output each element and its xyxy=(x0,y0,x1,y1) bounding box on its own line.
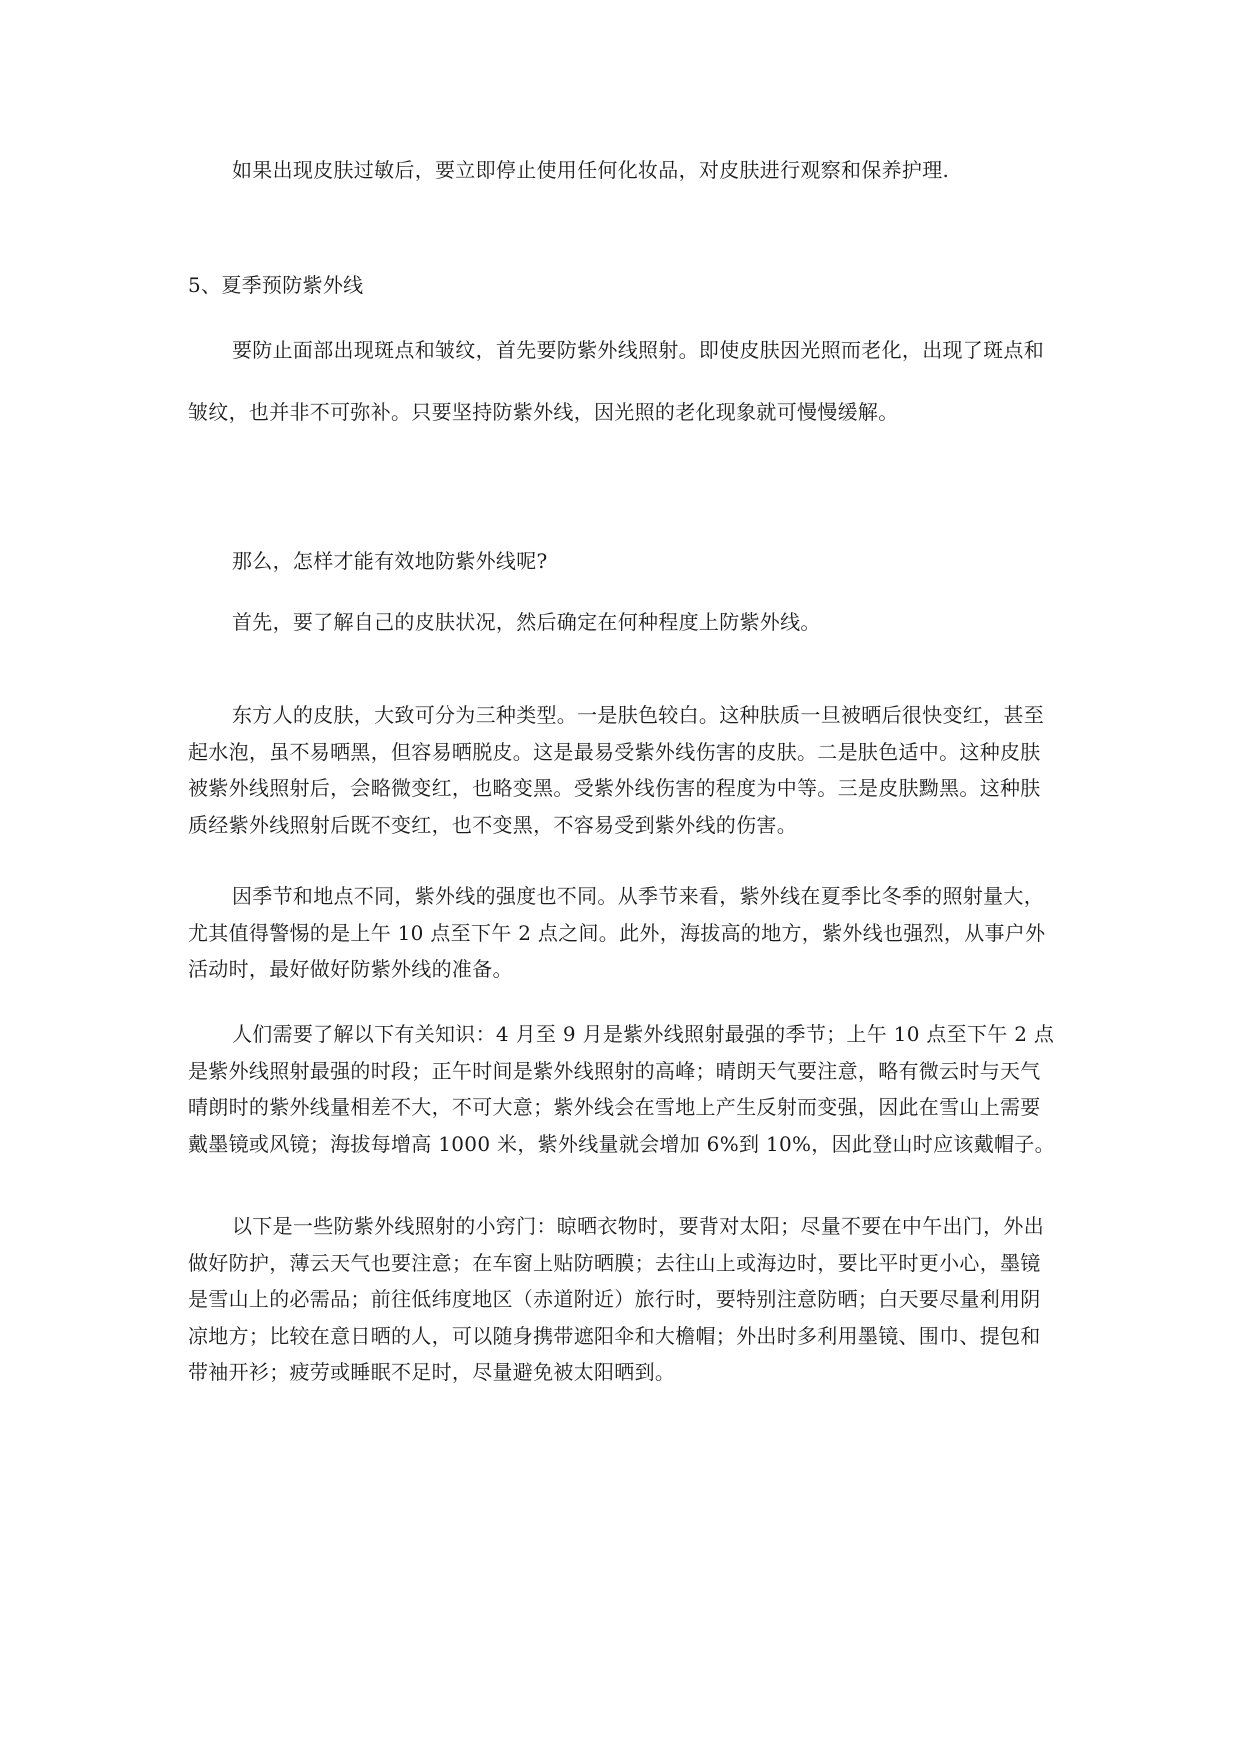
section-heading: 5、夏季预防紫外线 xyxy=(188,273,364,297)
paragraph-knowledge: 人们需要了解以下有关知识：4 月至 9 月是紫外线照射最强的季节；上午 10 点至下午 2 点是紫外线照射最强的时段；正午时间是紫外线照射的高峰；晴朗天气要注意，略有微云时与天气晴朗时的紫外线量相差不大，不可大意；紫外线会在雪地上产生反射而变强，因此在雪山上需要戴墨镜或风镜；海拔每增高 1000 米，紫外线量就会增加 6%到 10%，因此登山时应该戴帽子。 xyxy=(188,1022,1055,1156)
paragraph-intro: 要防止面部出现斑点和皱纹，首先要防紫外线照射。即使皮肤因光照而老化，出现了斑点和皱纹，也并非不可弥补。只要坚持防紫外线，因光照的老化现象就可慢慢缓解。 xyxy=(188,338,1044,424)
paragraph-skin-types: 东方人的皮肤，大致可分为三种类型。一是肤色较白。这种肤质一旦被晒后很快变红，甚至起水泡，虽不易晒黑，但容易晒脱皮。这是最易受紫外线伤害的皮肤。二是肤色适中。这种皮肤被紫外线照射后，会略微变红，也略变黑。受紫外线伤害的程度为中等。三是皮肤黝黑。这种肤质经紫外线照射后既不变红，也不变黑，不容易受到紫外线的伤害。 xyxy=(188,703,1044,837)
paragraph-question: 那么，怎样才能有效地防紫外线呢? xyxy=(232,549,548,573)
paragraph-tips: 以下是一些防紫外线照射的小窍门：晾晒衣物时，要背对太阳；尽量不要在中午出门，外出做好防护，薄云天气也要注意；在车窗上贴防晒膜；去往山上或海边时，要比平时更小心，墨镜是雪山上的必需品；前往低纬度地区（赤道附近）旅行时，要特别注意防晒；白天要尽量利用阴凉地方；比较在意日晒的人，可以随身携带遮阳伞和大檐帽；外出时多利用墨镜、围巾、提包和带袖开衫；疲劳或睡眠不足时，尽量避免被太阳晒到。 xyxy=(188,1214,1044,1384)
paragraph-allergy: 如果出现皮肤过敏后，要立即停止使用任何化妆品，对皮肤进行观察和保养护理. xyxy=(232,158,950,182)
paragraph-first-step: 首先，要了解自己的皮肤状况，然后确定在何种程度上防紫外线。 xyxy=(232,610,821,634)
paragraph-season: 因季节和地点不同，紫外线的强度也不同。从季节来看，紫外线在夏季比冬季的照射量大，尤其值得警惕的是上午 10 点至下午 2 点之间。此外，海拔高的地方，紫外线也强烈，从事户外活动时，最好做好防紫外线的准备。 xyxy=(188,884,1046,981)
